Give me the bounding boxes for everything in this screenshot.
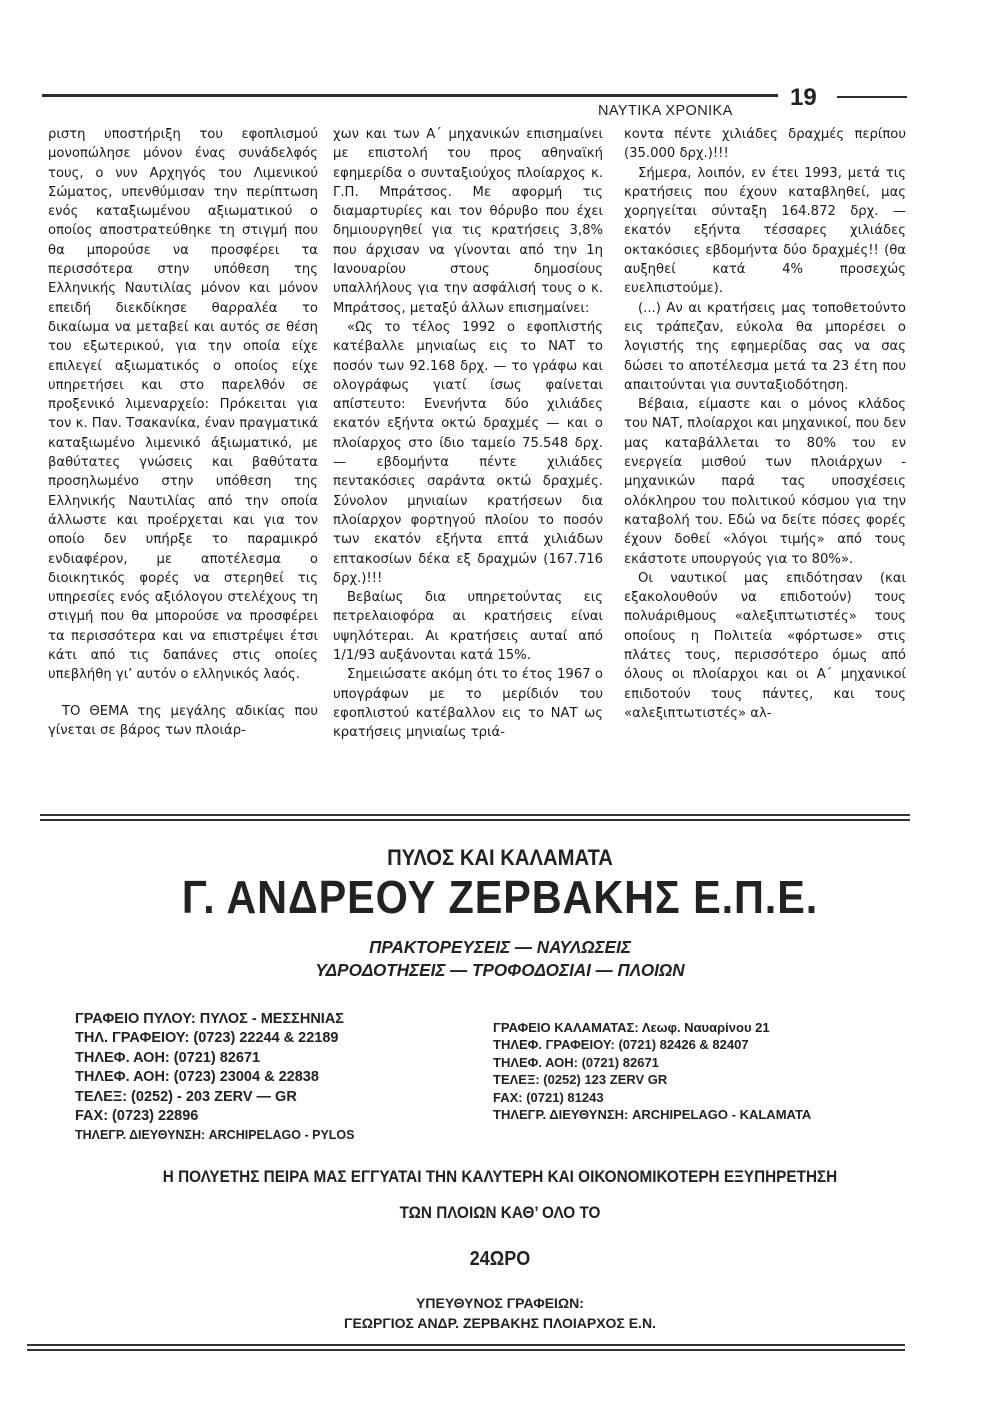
ad-border-top-inner — [40, 819, 910, 821]
office-line: ΤΗΛ. ΓΡΑΦΕΙΟΥ: (0723) 22244 & 22189 — [75, 1030, 339, 1047]
page-number: 19 — [790, 84, 817, 111]
office-line: ΤΗΛΕΓΡ. ΔΙΕΥΘΥΝΣΗ: ARCHIPELAGO - KALAMATA — [493, 1107, 812, 1123]
office-line: FAX: (0723) 22896 — [75, 1108, 199, 1125]
office-line: ΤΗΛΕΦ. ΑΟΗ: (0721) 82671 — [75, 1049, 261, 1066]
office-line: FAX: (0721) 81243 — [493, 1089, 604, 1105]
ad-slogan: Η ΠΟΛΥΕΤΗΣ ΠΕΙΡΑ ΜΑΣ ΕΓΓΥΑΤΑΙ ΤΗΝ ΚΑΛΥΤΕΡΗ ΚΑΙ ΟΙΚΟΝΟΜΙΚΟΤΕΡΗ ΕΞΥΠΗΡΕΤΗΣΗ — [162, 1167, 838, 1186]
paragraph: Οι ναυτικοί μας επιδότησαν (και εξακολουθούν να επιδοτούν) τους πολυάριθμους «αλεξιπτωτιστές» τους οποίους η Πολιτεία «φόρτωσε» στις πλάτες τους, περισσότερο όμως από όλους οι πλοίαρχοι και οι Α΄ μηχανικοί επιδοτούν τους πάντες, και τους «αλεξιπτωτιστές» αλ- — [624, 570, 906, 721]
paragraph: χων και των Α΄ μηχανικών επισημαίνει με επιστολή του προς αθηναϊκή εφημερίδα ο συνταξιούχος πλοίαρχος κ. Γ.Π. Μπράτσος. Με αφορμή τις διαμαρτυρίες και τον θόρυβο που έχει δημιουργηθεί για τις κρατήσεις 3,8% που άρχισαν να γίνονται από την 1η Ιανουαρίου στους δημοσίους υπαλλήλους για την ασφάλισή τους ο κ. Μπράτσος, μεταξύ άλλων επισημαίνει: — [333, 127, 603, 316]
office-line: ΤΕΛΕΞ: (0252) - 203 ZERV — GR — [75, 1088, 297, 1105]
article-body — [48, 125, 910, 815]
ad-slogan: ΤΩΝ ΠΛΟΙΩΝ ΚΑΘ’ ΟΛΟ ΤΟ — [399, 1203, 601, 1222]
office-line: ΤΗΛΕΦ. ΓΡΑΦΕΙΟΥ: (0721) 82426 & 82407 — [493, 1037, 749, 1053]
article-column-3 — [624, 125, 906, 723]
paragraph: (...) Αν αι κρατήσεις μας τοποθετούντο εις τράπεζαν, εύκολα θα μπορέσει ο λογιστής της εφημερίδας σας να σας δώσει το αποτέλεσμα μετά τα 23 έτη που απαιτούνται για συνταξιοδότηση. — [624, 300, 906, 393]
paragraph: ριστη υποστήριξη του εφοπλισμού μονοπώλησε μόνον ένας συνάδελφός τους, ο νυν Αρχηγός του Λιμενικού Σώματος, υπενθύμισαν την περίπτωση ενός καταξιωμένου αξιωματικού ο οποίος αποστρατεύθηκε τη στιγμή που θα μπορούσε να προσφέρει τα περισσότερα στην υπόθεση της Ελληνικής Ναυτιλίας μόνον και μόνον επειδή διεκδίκησε θαρραλέα το δικαίωμα να μεταβεί και αυτός σε θέση του εξωτερικού, για την οποία είχε επιλεγεί αξιωματικός ο οποίος είχε υπηρετήσει και στο παρελθόν σε προξενικό λιμεναρχείο: Πρόκειται για τον κ. Παν. Τσακανίκα, έναν πραγματικά καταξιωμένο λιμενικό άξιωματικό, με βαθύτατες γνώσεις και βαθύτατα προσηλωμένο στην υπόθεση της Ελληνικής Ναυτιλίας από την οποία άλλωστε και προέρχεται και για τον οποίο δεν υπήρξε το παραμικρό ενδιαφέρον, με αποτέλεσμα ο διοικητικός φορές να στερηθεί τις υπηρεσίες ενός αξιόλογου στελέχους τη στιγμή που θα μπορούσε να προσφέρει τα περισσότερα και να επιστρέψει έτσι κάτι από τις δαπάνες στις οποίες υπεβλήθη γι’ αυτόν ο ελληνικός λαός. — [48, 127, 318, 683]
ad-border-bottom — [27, 1344, 905, 1346]
office-line: ΓΡΑΦΕΙΟ ΚΑΛΑΜΑΤΑΣ: Λεωφ. Ναυαρίνου 21 — [493, 1020, 770, 1035]
office-pylos-contacts — [75, 1010, 354, 1146]
ad-border-top — [40, 814, 910, 816]
header-rule — [42, 94, 778, 97]
office-line: ΓΡΑΦΕΙΟ ΠΥΛΟΥ: ΠΥΛΟΣ - ΜΕΣΣΗΝΙΑΣ — [75, 1011, 345, 1027]
office-line: ΤΗΛΕΦ. ΑΟΗ: (0723) 23004 & 22838 — [75, 1069, 319, 1086]
ad-border-bottom-inner — [27, 1349, 905, 1351]
article-column-2 — [333, 125, 603, 743]
ad-services: ΠΡΑΚΤΟΡΕΥΣΕΙΣ — ΝΑΥΛΩΣΕΙΣ — [369, 937, 631, 957]
paragraph: ΤΟ ΘΕΜΑ της μεγάλης αδικίας που γίνεται σε βάρος των πλοιάρ- — [48, 703, 318, 738]
paragraph: Σήμερα, λοιπόν, εν έτει 1993, μετά τις κρατήσεις που έχουν καταβληθεί, μας χορηγείται σύνταξη 164.872 δρχ. — εκατόν εξήντα τέσσαρες χιλιάδες οκτακόσιες εβδομήντα δύο δραχμές!! (θα αυξηθεί κατά 4% προσεχώς ευελπιστούμε). — [624, 165, 906, 297]
ad-manager-label: ΥΠΕΥΘΥΝΟΣ ΓΡΑΦΕΙΩΝ: — [416, 1295, 584, 1311]
header-rule-right — [837, 96, 907, 98]
paragraph: Βεβαίως δια υπηρετούντας εις πετρελαιοφόρα αι κρατήσεις είναι υψηλότεραι. Αι κρατήσεις αυταί από 1/1/93 αυξάνονται κατά 15%. — [333, 590, 603, 664]
ad-company-name: Γ. ΑΝΔΡΕΟΥ ΖΕΡΒΑΚΗΣ Ε.Π.Ε. — [181, 871, 819, 923]
paragraph: κοντα πέντε χιλιάδες δραχμές περίπου (35.000 δρχ.)!!! — [624, 127, 906, 162]
office-line: ΤΕΛΕΞ: (0252) 123 ZERV GR — [493, 1072, 668, 1088]
ad-manager-name: ΓΕΩΡΓΙΟΣ ΑΝΔΡ. ΖΕΡΒΑΚΗΣ ΠΛΟΙΑΡΧΟΣ Ε.Ν. — [344, 1315, 656, 1331]
paragraph: Σημειώσατε ακόμη ότι το έτος 1967 ο υπογράφων με το μερίδιόν του εφοπλιστού κατέβαλλον εις το ΝΑΤ ως κρατήσεις μηνιαίως τριά- — [333, 667, 603, 741]
office-line: ΤΗΛΕΓΡ. ΔΙΕΥΘΥΝΣΗ: ARCHIPELAGO - PYLOS — [75, 1128, 355, 1143]
ad-slogan-24h: 24ΩΡΟ — [469, 1248, 531, 1270]
paragraph: «Ως το τέλος 1992 ο εφοπλιστής κατέβαλλε μηνιαίως εις το ΝΑΤ το ποσόν των 92.168 δρχ. — το γράφω και ολογράφως γιατί ίσως φαίνεται απίστευτο: Ενενήντα δύο χιλιάδες εκατόν εξήντα οκτώ δραχμές — και ο πλοίαρχος στο ίδιο ταμείο 75.548 δρχ. — εβδομήντα πέντε χιλιάδες πεντακόσιες σαράντα οκτώ δραχμές. Σύνολον μηνιαίων κρατήσεων δια πλοίαρχον φορτηγού πλοίου το ποσόν των εκατόν εξήντα επτά χιλιάδων επτακοσίων δέκα εξ δραχμών (167.716 δρχ.)!!! — [333, 319, 603, 586]
office-kalamata-contacts — [493, 1019, 811, 1123]
article-column-1 — [48, 125, 318, 740]
ad-services: ΥΔΡΟΔΟΤΗΣΕΙΣ — ΤΡΟΦΟΔΟΣΙΑΙ — ΠΛΟΙΩΝ — [315, 960, 685, 980]
paragraph: Βέβαια, είμαστε και ο μόνος κλάδος του ΝΑΤ, πλοίαρχοι και μηχανικοί, που δεν μας καταβάλλεται το 80% του εν ενεργεία μισθού των πλοιάρχων - μηχανικών παρά τας υποσχέσεις ολόκληρου του πολιτικού κόσμου για την καταβολή του. Εδώ να δείτε πόσες φορές έχουν δοθεί «λόγοι τιμής» από τους εκάστοτε υπουργούς για το 80%». — [624, 397, 906, 567]
ad-location: ΠΥΛΟΣ ΚΑΙ ΚΑΛΑΜΑΤΑ — [387, 845, 613, 870]
running-head: ΝΑΥΤΙΚΑ ΧΡΟΝΙΚΑ — [598, 103, 733, 119]
office-line: ΤΗΛΕΦ. ΑΟΗ: (0721) 82671 — [493, 1054, 659, 1070]
